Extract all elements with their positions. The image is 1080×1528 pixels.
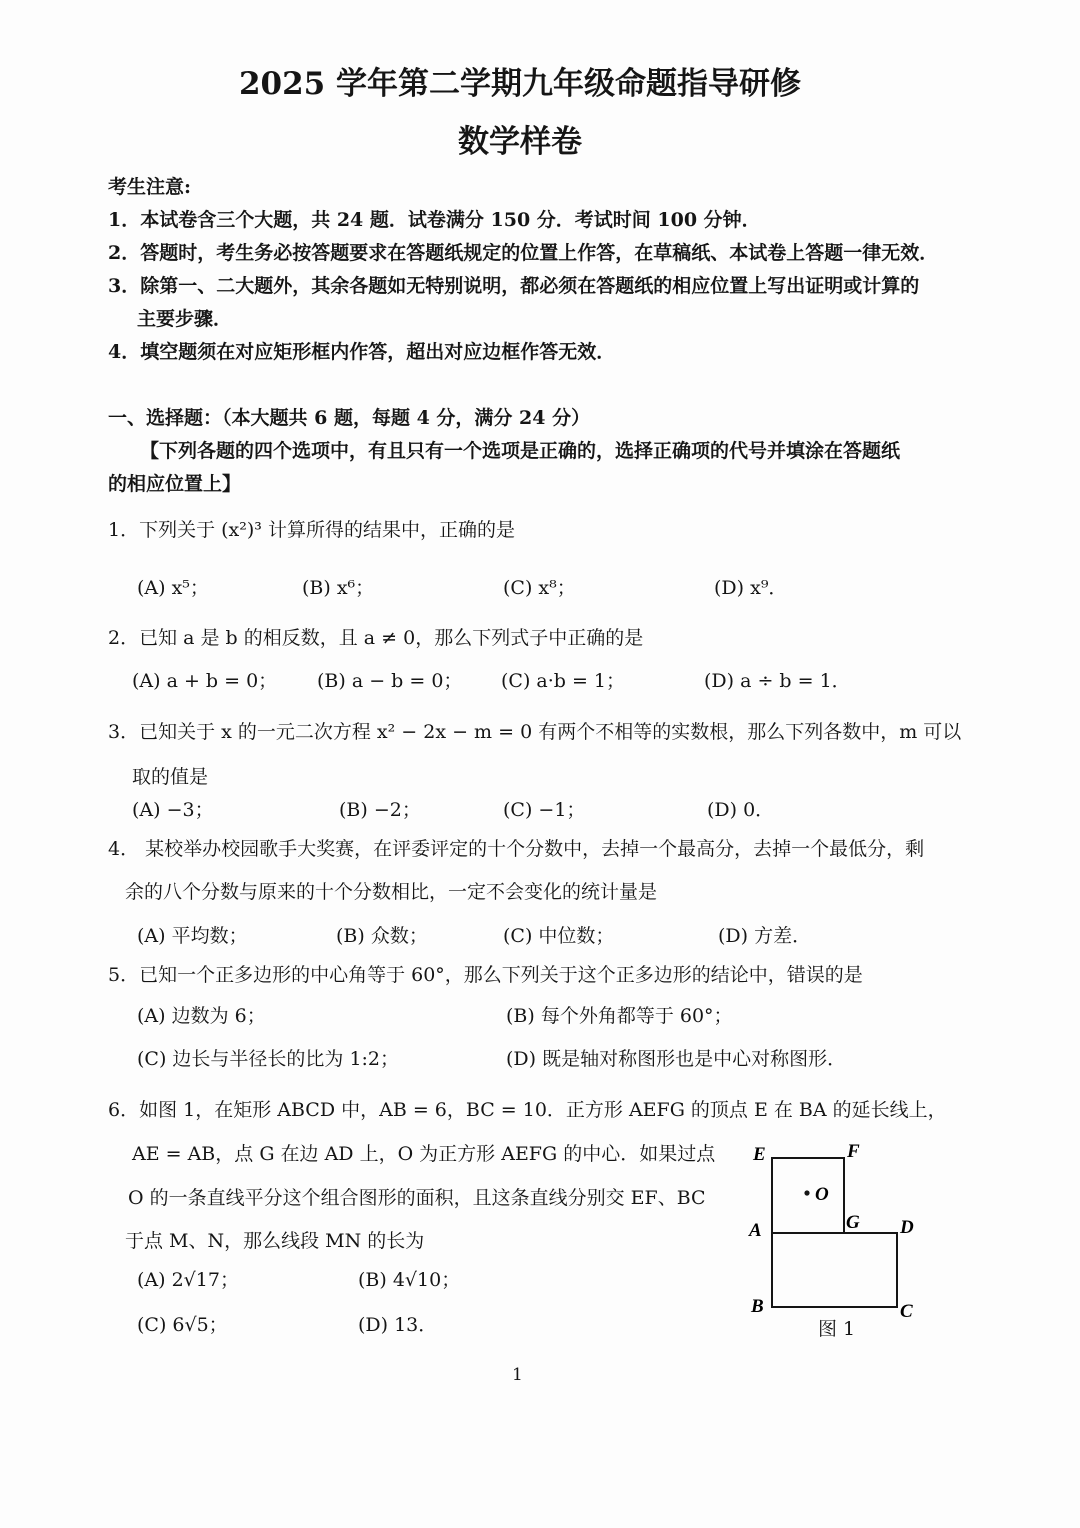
q2-option-c: (C) a·b = 1； <box>501 670 626 692</box>
question-2: 2．已知 a 是 b 的相反数，且 a ≠ 0，那么下列式子中正确的是 <box>108 627 644 649</box>
q3-option-c: (C) −1； <box>503 799 586 821</box>
question-5: 5．已知一个正多边形的中心角等于 60°，那么下列关于这个正多边形的结论中，错误的是 <box>108 964 863 986</box>
q5-option-d: (D) 既是轴对称图形也是中心对称图形． <box>506 1048 847 1070</box>
question-3-line-2: 取的值是 <box>132 766 209 788</box>
notice-item-3-cont: 主要步骤． <box>137 308 233 330</box>
label-d: D <box>900 1217 914 1238</box>
figure-caption: 图 1 <box>818 1318 856 1340</box>
q2-option-a: (A) a + b = 0； <box>132 670 278 692</box>
q6-option-b: (B) 4√10； <box>358 1269 461 1291</box>
notice-item-1: 1．本试卷含三个大题，共 24 题．试卷满分 150 分．考试时间 100 分钟． <box>108 209 761 231</box>
notice-item-2: 2．答题时，考生务必按答题要求在答题纸规定的位置上作答，在草稿纸、本试卷上答题一律无效． <box>108 242 939 264</box>
question-3-line-1: 3．已知关于 x 的一元二次方程 x² − 2x − m = 0 有两个不相等的实数根，那么下列各数中，m 可以 <box>108 721 962 743</box>
q1-option-a: (A) x⁵； <box>137 577 209 599</box>
q5-option-c: (C) 边长与半径长的比为 1:2； <box>137 1048 400 1070</box>
q3-option-a: (A) −3； <box>132 799 214 821</box>
q3-option-b: (B) −2； <box>339 799 421 821</box>
q4-option-c: (C) 中位数； <box>503 925 615 947</box>
q6-option-a: (A) 2√17； <box>137 1269 239 1291</box>
rectangle-abcd <box>772 1233 897 1307</box>
question-4-line-1: 4． 某校举办校园歌手大奖赛，在评委评定的十个分数中，去掉一个最高分，去掉一个最低分，剩 <box>108 838 925 860</box>
q1-option-d: (D) x⁹． <box>714 577 788 599</box>
q1-option-b: (B) x⁶； <box>302 577 375 599</box>
q6-option-c: (C) 6√5； <box>137 1314 228 1336</box>
section-instruction-1: 【下列各题的四个选项中，有且只有一个选项是正确的，选择正确项的代号并填涂在答题纸 <box>140 440 901 462</box>
label-g: G <box>846 1212 860 1233</box>
q5-option-a: (A) 边数为 6； <box>137 1005 266 1027</box>
notice-item-3: 3．除第一、二大题外，其余各题如无特别说明，都必须在答题纸的相应位置上写出证明或计算的 <box>108 275 920 297</box>
q1-option-c: (C) x⁸； <box>503 577 576 599</box>
q5-option-b: (B) 每个外角都等于 60°； <box>506 1005 733 1027</box>
exam-title: 2025 学年第二学期九年级命题指导研修 <box>238 66 802 102</box>
q6-option-d: (D) 13． <box>358 1314 438 1336</box>
label-e: E <box>753 1144 766 1165</box>
question-1: 1．下列关于 (x²)³ 计算所得的结果中，正确的是 <box>108 519 515 541</box>
q3-option-d: (D) 0． <box>707 799 775 821</box>
page-number: 1 <box>512 1365 523 1385</box>
question-6-line-1: 6．如图 1，在矩形 ABCD 中，AB = 6，BC = 10．正方形 AEFG 的顶点 E 在 BA 的延长线上， <box>108 1099 947 1121</box>
center-point-o <box>804 1190 809 1195</box>
q4-option-b: (B) 众数； <box>336 925 428 947</box>
q4-option-d: (D) 方差． <box>718 925 812 947</box>
section-instruction-2: 的相应位置上】 <box>108 473 242 495</box>
label-a: A <box>749 1220 762 1241</box>
question-4-line-2: 余的八个分数与原来的十个分数相比，一定不会变化的统计量是 <box>125 881 658 903</box>
q4-option-a: (A) 平均数； <box>137 925 248 947</box>
label-b: B <box>751 1296 764 1317</box>
question-6-line-3: O 的一条直线平分这个组合图形的面积，且这条直线分别交 EF、BC <box>128 1187 706 1209</box>
notice-heading: 考生注意: <box>108 176 192 198</box>
notice-item-4: 4．填空题须在对应矩形框内作答，超出对应边框作答无效． <box>108 341 616 363</box>
label-c: C <box>900 1301 913 1322</box>
exam-subtitle: 数学样卷 <box>458 124 582 160</box>
q2-option-d: (D) a ÷ b = 1． <box>704 670 851 692</box>
q2-option-b: (B) a − b = 0； <box>317 670 463 692</box>
section-heading: 一、选择题：（本大题共 6 题，每题 4 分，满分 24 分） <box>108 407 591 429</box>
label-o: O <box>815 1184 829 1205</box>
question-6-line-2: AE = AB，点 G 在边 AD 上，O 为正方形 AEFG 的中心．如果过点 <box>132 1143 716 1165</box>
square-aefg <box>772 1158 844 1233</box>
question-6-line-4: 于点 M、N，那么线段 MN 的长为 <box>125 1230 425 1252</box>
label-f: F <box>847 1141 860 1162</box>
